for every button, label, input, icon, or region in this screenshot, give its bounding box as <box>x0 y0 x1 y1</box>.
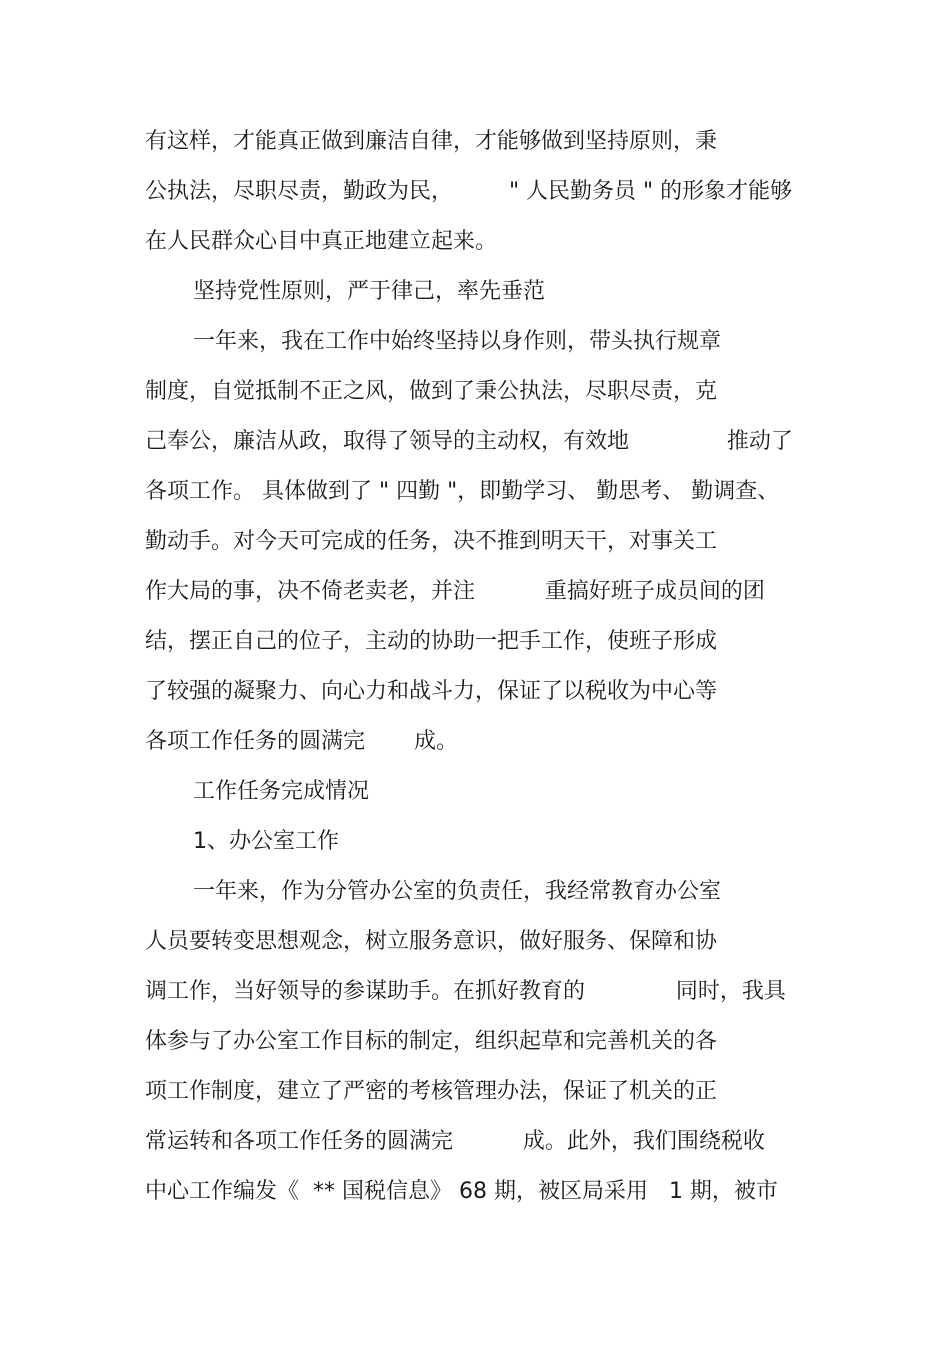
text-line: 人员要转变思想观念，树立服务意识，做好服务、保障和协 <box>145 929 718 954</box>
text-line: 结，摆正自己的位子，主动的协助一把手工作，使班子形成 <box>145 629 718 654</box>
text-line: 一年来，作为分管办公室的负责任，我经常教育办公室 <box>193 879 722 904</box>
text-line: 己奉公，廉洁从政，取得了领导的主动权，有效地 推动了 <box>145 429 793 454</box>
text-line: 各项工作任务的圆满完 成。 <box>145 729 458 754</box>
text-line: 中心工作编发《 ** 国税信息》 68 期，被区局采用 1 期，被市 <box>145 1179 778 1204</box>
text-line: 在人民群众心目中真正地建立起来。 <box>145 229 498 254</box>
text-line: 体参与了办公室工作目标的制定，组织起草和完善机关的各 <box>145 1029 718 1054</box>
text-line: 各项工作。 具体做到了 " 四勤 "，即勤学习、 勤思考、 勤调查、 <box>145 479 780 504</box>
text-line: 有这样，才能真正做到廉洁自律，才能够做到坚持原则，秉 <box>145 129 718 154</box>
text-line: 常运转和各项工作任务的圆满完 成。此外，我们围绕税收 <box>145 1129 765 1154</box>
text-line: 作大局的事，决不倚老卖老，并注 重搞好班子成员间的团 <box>145 579 765 604</box>
text-line: 勤动手。对今天可完成的任务，决不推到明天干，对事关工 <box>145 529 718 554</box>
text-line: 公执法，尽职尽责，勤政为民， " 人民勤务员 " 的形象才能够 <box>145 179 793 204</box>
subsection-heading: 1、办公室工作 <box>193 829 339 854</box>
section-heading: 坚持党性原则，严于律己，率先垂范 <box>193 279 546 304</box>
text-line: 了较强的凝聚力、向心力和战斗力，保证了以税收为中心等 <box>145 679 718 704</box>
text-line: 调工作，当好领导的参谋助手。在抓好教育的 同时，我具 <box>145 979 786 1004</box>
section-heading: 工作任务完成情况 <box>193 779 370 804</box>
text-line: 制度，自觉抵制不正之风，做到了秉公执法，尽职尽责，克 <box>145 379 718 404</box>
text-line: 项工作制度，建立了严密的考核管理办法，保证了机关的正 <box>145 1079 718 1104</box>
text-line: 一年来，我在工作中始终坚持以身作则，带头执行规章 <box>193 329 722 354</box>
